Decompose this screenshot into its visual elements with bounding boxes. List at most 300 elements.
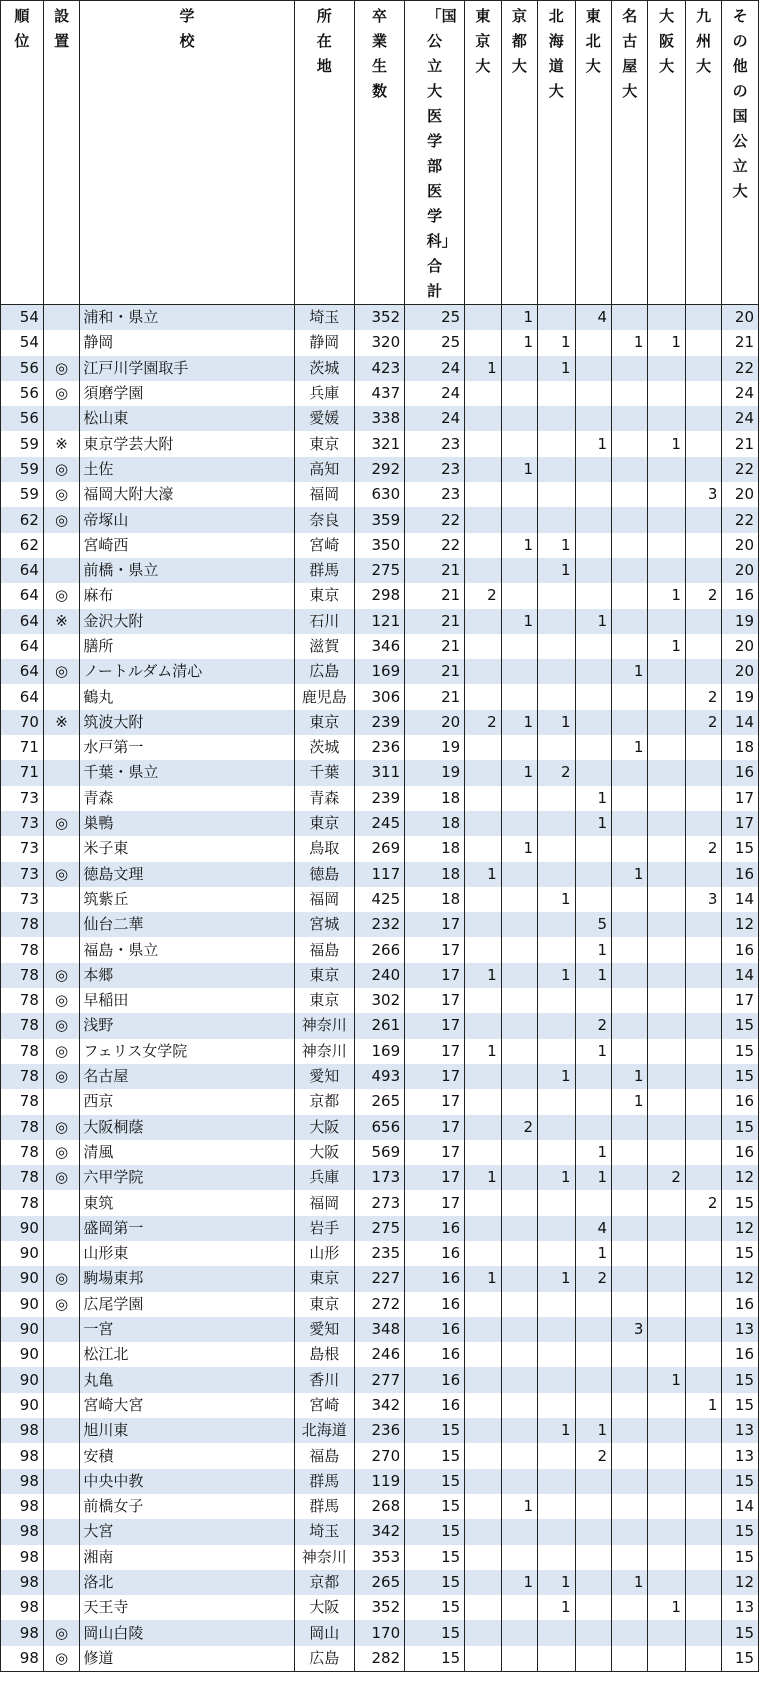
- cell-hokkaido: [538, 457, 576, 482]
- cell-graduates: 346: [354, 634, 404, 659]
- cell-type: ◎: [43, 1165, 79, 1190]
- cell-tohoku: 1: [575, 1039, 611, 1064]
- cell-type: [43, 912, 79, 937]
- cell-tohoku: [575, 482, 611, 507]
- cell-hokkaido: [538, 659, 576, 684]
- header-type-label: 設置: [54, 7, 70, 50]
- cell-nagoya: 1: [612, 1089, 648, 1114]
- cell-tokyo: [465, 457, 501, 482]
- table-row: [1, 1013, 759, 1038]
- cell-tohoku: [575, 684, 611, 709]
- cell-location: 鳥取: [294, 836, 354, 861]
- table-row: [1, 684, 759, 709]
- cell-tokyo: 1: [465, 963, 501, 988]
- cell-rank: 78: [1, 937, 44, 962]
- cell-tokyo: 1: [465, 862, 501, 887]
- cell-tokyo: [465, 634, 501, 659]
- cell-location: 岡山: [294, 1620, 354, 1645]
- cell-kyushu: [685, 937, 721, 962]
- cell-tokyo: [465, 482, 501, 507]
- cell-medical-total: 16: [405, 1342, 465, 1367]
- cell-rank: 98: [1, 1620, 44, 1645]
- header-tohoku-label: 東北大: [585, 7, 601, 75]
- cell-location: 群馬: [294, 558, 354, 583]
- cell-tohoku: [575, 659, 611, 684]
- cell-kyushu: [685, 1317, 721, 1342]
- cell-location: 千葉: [294, 760, 354, 785]
- table-row: [1, 760, 759, 785]
- cell-osaka: [648, 1545, 686, 1570]
- cell-graduates: 239: [354, 710, 404, 735]
- cell-rank: 64: [1, 609, 44, 634]
- cell-tokyo: [465, 760, 501, 785]
- cell-hokkaido: [538, 583, 576, 608]
- table-row: [1, 710, 759, 735]
- cell-nagoya: [612, 1342, 648, 1367]
- cell-osaka: [648, 1039, 686, 1064]
- cell-nagoya: [612, 1115, 648, 1140]
- cell-nagoya: [612, 811, 648, 836]
- cell-osaka: [648, 1266, 686, 1291]
- cell-osaka: [648, 1292, 686, 1317]
- cell-school: 前橋女子: [80, 1494, 294, 1519]
- cell-location: 大阪: [294, 1115, 354, 1140]
- cell-rank: 78: [1, 1115, 44, 1140]
- cell-medical-total: 17: [405, 988, 465, 1013]
- cell-nagoya: [612, 1469, 648, 1494]
- cell-type: ◎: [43, 1292, 79, 1317]
- cell-other: 19: [722, 684, 759, 709]
- cell-rank: 73: [1, 811, 44, 836]
- cell-medical-total: 21: [405, 558, 465, 583]
- cell-medical-total: 17: [405, 937, 465, 962]
- cell-medical-total: 15: [405, 1519, 465, 1544]
- cell-type: [43, 887, 79, 912]
- cell-tokyo: [465, 988, 501, 1013]
- cell-tokyo: [465, 1317, 501, 1342]
- cell-hokkaido: [538, 634, 576, 659]
- cell-location: 東京: [294, 988, 354, 1013]
- table-row: [1, 1342, 759, 1367]
- header-nagoya-label: 名古屋大: [622, 7, 638, 100]
- cell-other: 14: [722, 887, 759, 912]
- cell-graduates: 170: [354, 1620, 404, 1645]
- cell-osaka: 2: [648, 1165, 686, 1190]
- cell-other: 13: [722, 1595, 759, 1620]
- cell-graduates: 275: [354, 558, 404, 583]
- cell-hokkaido: 1: [538, 330, 576, 355]
- cell-medical-total: 23: [405, 482, 465, 507]
- cell-type: ◎: [43, 862, 79, 887]
- cell-medical-total: 18: [405, 811, 465, 836]
- cell-tokyo: [465, 1089, 501, 1114]
- cell-osaka: [648, 710, 686, 735]
- cell-medical-total: 15: [405, 1595, 465, 1620]
- cell-medical-total: 15: [405, 1494, 465, 1519]
- cell-kyushu: [685, 1292, 721, 1317]
- cell-location: 福岡: [294, 887, 354, 912]
- cell-other: 13: [722, 1317, 759, 1342]
- cell-hokkaido: [538, 482, 576, 507]
- cell-other: 20: [722, 634, 759, 659]
- header-other-label: その他の国公立大: [732, 7, 748, 200]
- cell-type: ◎: [43, 659, 79, 684]
- table-row: [1, 583, 759, 608]
- cell-school: 土佐: [80, 457, 294, 482]
- cell-graduates: 236: [354, 1418, 404, 1443]
- cell-location: 青森: [294, 786, 354, 811]
- cell-type: [43, 1519, 79, 1544]
- cell-type: [43, 1190, 79, 1215]
- cell-school: 金沢大附: [80, 609, 294, 634]
- cell-kyoto: [501, 811, 537, 836]
- cell-graduates: 352: [354, 1595, 404, 1620]
- cell-type: [43, 406, 79, 431]
- cell-rank: 59: [1, 482, 44, 507]
- cell-kyoto: [501, 1595, 537, 1620]
- cell-school: 早稲田: [80, 988, 294, 1013]
- cell-kyushu: [685, 659, 721, 684]
- cell-hokkaido: [538, 684, 576, 709]
- cell-tohoku: 1: [575, 1418, 611, 1443]
- cell-location: 福島: [294, 1443, 354, 1468]
- table-row: [1, 1620, 759, 1645]
- cell-tohoku: [575, 457, 611, 482]
- cell-osaka: [648, 887, 686, 912]
- cell-other: 16: [722, 862, 759, 887]
- cell-school: 盛岡第一: [80, 1216, 294, 1241]
- cell-other: 22: [722, 356, 759, 381]
- table-row: [1, 533, 759, 558]
- cell-tohoku: [575, 356, 611, 381]
- cell-tohoku: 1: [575, 811, 611, 836]
- cell-location: 茨城: [294, 735, 354, 760]
- cell-type: [43, 786, 79, 811]
- cell-tokyo: [465, 912, 501, 937]
- cell-location: 広島: [294, 659, 354, 684]
- cell-osaka: [648, 735, 686, 760]
- cell-medical-total: 25: [405, 330, 465, 355]
- cell-type: ※: [43, 431, 79, 456]
- cell-rank: 64: [1, 558, 44, 583]
- cell-school: 帝塚山: [80, 507, 294, 532]
- cell-graduates: 173: [354, 1165, 404, 1190]
- cell-graduates: 292: [354, 457, 404, 482]
- cell-graduates: 352: [354, 305, 404, 331]
- cell-medical-total: 22: [405, 533, 465, 558]
- cell-nagoya: [612, 1039, 648, 1064]
- cell-type: [43, 937, 79, 962]
- cell-other: 17: [722, 786, 759, 811]
- cell-medical-total: 15: [405, 1620, 465, 1645]
- cell-kyoto: 1: [501, 533, 537, 558]
- cell-nagoya: [612, 710, 648, 735]
- cell-school: 丸亀: [80, 1367, 294, 1392]
- cell-rank: 73: [1, 887, 44, 912]
- cell-other: 12: [722, 1570, 759, 1595]
- cell-other: 18: [722, 735, 759, 760]
- cell-tokyo: [465, 659, 501, 684]
- cell-kyushu: [685, 1519, 721, 1544]
- cell-graduates: 282: [354, 1646, 404, 1672]
- cell-kyoto: 1: [501, 760, 537, 785]
- cell-tohoku: 2: [575, 1443, 611, 1468]
- cell-graduates: 320: [354, 330, 404, 355]
- cell-rank: 98: [1, 1595, 44, 1620]
- cell-location: 東京: [294, 431, 354, 456]
- cell-kyushu: [685, 1089, 721, 1114]
- cell-kyoto: [501, 1013, 537, 1038]
- cell-kyushu: 2: [685, 710, 721, 735]
- cell-type: [43, 1570, 79, 1595]
- cell-school: 水戸第一: [80, 735, 294, 760]
- cell-osaka: [648, 1469, 686, 1494]
- cell-hokkaido: 1: [538, 1266, 576, 1291]
- cell-hokkaido: [538, 1620, 576, 1645]
- cell-other: 15: [722, 1064, 759, 1089]
- cell-kyushu: [685, 1494, 721, 1519]
- cell-hokkaido: [538, 1013, 576, 1038]
- table-row: [1, 1190, 759, 1215]
- cell-tokyo: [465, 1190, 501, 1215]
- cell-rank: 78: [1, 963, 44, 988]
- cell-nagoya: [612, 963, 648, 988]
- cell-osaka: [648, 305, 686, 331]
- cell-hokkaido: [538, 1089, 576, 1114]
- cell-graduates: 275: [354, 1216, 404, 1241]
- cell-tohoku: [575, 1545, 611, 1570]
- cell-tohoku: 1: [575, 431, 611, 456]
- cell-rank: 98: [1, 1469, 44, 1494]
- cell-nagoya: 1: [612, 862, 648, 887]
- cell-school: 筑紫丘: [80, 887, 294, 912]
- cell-kyoto: [501, 1646, 537, 1672]
- cell-graduates: 342: [354, 1393, 404, 1418]
- cell-tohoku: [575, 760, 611, 785]
- cell-graduates: 425: [354, 887, 404, 912]
- table-row: [1, 659, 759, 684]
- cell-kyoto: [501, 1266, 537, 1291]
- cell-school: 大宮: [80, 1519, 294, 1544]
- cell-rank: 98: [1, 1519, 44, 1544]
- cell-type: [43, 836, 79, 861]
- cell-osaka: [648, 1089, 686, 1114]
- cell-school: 江戸川学園取手: [80, 356, 294, 381]
- cell-location: 愛媛: [294, 406, 354, 431]
- cell-rank: 71: [1, 735, 44, 760]
- cell-kyushu: [685, 1165, 721, 1190]
- cell-other: 19: [722, 609, 759, 634]
- cell-rank: 70: [1, 710, 44, 735]
- cell-osaka: [648, 482, 686, 507]
- cell-kyushu: [685, 963, 721, 988]
- cell-other: 13: [722, 1443, 759, 1468]
- cell-osaka: [648, 1013, 686, 1038]
- cell-tohoku: [575, 330, 611, 355]
- cell-type: [43, 1216, 79, 1241]
- cell-kyushu: [685, 1469, 721, 1494]
- cell-kyoto: [501, 1039, 537, 1064]
- cell-tohoku: 1: [575, 937, 611, 962]
- header-medical-total: [405, 1, 465, 305]
- table-row: [1, 1089, 759, 1114]
- cell-medical-total: 24: [405, 381, 465, 406]
- cell-school: 徳島文理: [80, 862, 294, 887]
- cell-school: 山形東: [80, 1241, 294, 1266]
- cell-location: 神奈川: [294, 1039, 354, 1064]
- cell-tohoku: 1: [575, 786, 611, 811]
- cell-kyoto: [501, 1317, 537, 1342]
- cell-nagoya: [612, 988, 648, 1013]
- cell-graduates: 273: [354, 1190, 404, 1215]
- cell-location: 群馬: [294, 1469, 354, 1494]
- cell-tohoku: [575, 1519, 611, 1544]
- cell-school: 静岡: [80, 330, 294, 355]
- cell-graduates: 338: [354, 406, 404, 431]
- cell-tokyo: [465, 937, 501, 962]
- cell-school: 六甲学院: [80, 1165, 294, 1190]
- cell-tohoku: [575, 1494, 611, 1519]
- cell-location: 東京: [294, 963, 354, 988]
- cell-type: [43, 1469, 79, 1494]
- cell-type: ◎: [43, 507, 79, 532]
- cell-medical-total: 22: [405, 507, 465, 532]
- cell-kyushu: [685, 305, 721, 331]
- cell-location: 京都: [294, 1570, 354, 1595]
- cell-tohoku: 1: [575, 1241, 611, 1266]
- cell-location: 宮城: [294, 912, 354, 937]
- cell-rank: 78: [1, 1140, 44, 1165]
- cell-tohoku: [575, 1620, 611, 1645]
- cell-type: ◎: [43, 381, 79, 406]
- cell-osaka: [648, 1317, 686, 1342]
- cell-graduates: 423: [354, 356, 404, 381]
- cell-hokkaido: [538, 305, 576, 331]
- cell-kyoto: [501, 1418, 537, 1443]
- cell-kyushu: [685, 431, 721, 456]
- cell-tokyo: [465, 507, 501, 532]
- cell-rank: 78: [1, 1013, 44, 1038]
- cell-other: 22: [722, 457, 759, 482]
- cell-nagoya: 1: [612, 659, 648, 684]
- cell-kyushu: [685, 1418, 721, 1443]
- table-row: [1, 634, 759, 659]
- cell-tokyo: [465, 533, 501, 558]
- cell-nagoya: [612, 1418, 648, 1443]
- cell-type: ◎: [43, 963, 79, 988]
- cell-other: 20: [722, 482, 759, 507]
- cell-nagoya: [612, 1216, 648, 1241]
- cell-type: [43, 1393, 79, 1418]
- cell-osaka: 1: [648, 1367, 686, 1392]
- cell-nagoya: [612, 482, 648, 507]
- cell-osaka: [648, 609, 686, 634]
- cell-graduates: 656: [354, 1115, 404, 1140]
- cell-tohoku: [575, 710, 611, 735]
- cell-osaka: [648, 786, 686, 811]
- cell-type: [43, 1418, 79, 1443]
- cell-kyoto: [501, 1140, 537, 1165]
- cell-tokyo: [465, 1620, 501, 1645]
- table-row: [1, 1241, 759, 1266]
- cell-hokkaido: 1: [538, 533, 576, 558]
- cell-type: ◎: [43, 482, 79, 507]
- cell-rank: 90: [1, 1393, 44, 1418]
- cell-hokkaido: [538, 1241, 576, 1266]
- cell-kyushu: [685, 1115, 721, 1140]
- cell-medical-total: 17: [405, 1039, 465, 1064]
- cell-tokyo: [465, 609, 501, 634]
- cell-osaka: [648, 558, 686, 583]
- cell-location: 岩手: [294, 1216, 354, 1241]
- cell-graduates: 348: [354, 1317, 404, 1342]
- cell-osaka: [648, 659, 686, 684]
- cell-rank: 98: [1, 1418, 44, 1443]
- cell-location: 東京: [294, 1292, 354, 1317]
- cell-tohoku: [575, 836, 611, 861]
- cell-osaka: [648, 1620, 686, 1645]
- cell-kyushu: [685, 609, 721, 634]
- cell-nagoya: [612, 381, 648, 406]
- cell-graduates: 246: [354, 1342, 404, 1367]
- cell-osaka: 1: [648, 1595, 686, 1620]
- cell-school: 清風: [80, 1140, 294, 1165]
- cell-other: 21: [722, 431, 759, 456]
- cell-type: ※: [43, 609, 79, 634]
- cell-kyushu: [685, 1013, 721, 1038]
- cell-type: [43, 1494, 79, 1519]
- cell-graduates: 227: [354, 1266, 404, 1291]
- cell-tohoku: [575, 1064, 611, 1089]
- cell-tohoku: [575, 634, 611, 659]
- cell-tokyo: [465, 1393, 501, 1418]
- cell-type: [43, 760, 79, 785]
- cell-school: 麻布: [80, 583, 294, 608]
- cell-osaka: [648, 836, 686, 861]
- cell-hokkaido: [538, 1039, 576, 1064]
- cell-tokyo: [465, 381, 501, 406]
- cell-kyoto: [501, 482, 537, 507]
- cell-rank: 78: [1, 1190, 44, 1215]
- cell-kyushu: [685, 811, 721, 836]
- cell-school: 天王寺: [80, 1595, 294, 1620]
- cell-medical-total: 19: [405, 760, 465, 785]
- cell-school: ノートルダム清心: [80, 659, 294, 684]
- cell-rank: 56: [1, 406, 44, 431]
- cell-osaka: [648, 1418, 686, 1443]
- cell-location: 愛知: [294, 1317, 354, 1342]
- cell-tokyo: [465, 1367, 501, 1392]
- cell-location: 神奈川: [294, 1013, 354, 1038]
- cell-kyushu: [685, 760, 721, 785]
- header-kyushu: [685, 1, 721, 305]
- cell-school: 湘南: [80, 1545, 294, 1570]
- cell-school: 東筑: [80, 1190, 294, 1215]
- cell-kyushu: 2: [685, 1190, 721, 1215]
- cell-kyoto: 2: [501, 1115, 537, 1140]
- cell-medical-total: 17: [405, 912, 465, 937]
- cell-kyoto: [501, 1620, 537, 1645]
- cell-rank: 98: [1, 1494, 44, 1519]
- cell-graduates: 169: [354, 659, 404, 684]
- cell-kyoto: [501, 1367, 537, 1392]
- cell-hokkaido: [538, 1317, 576, 1342]
- cell-graduates: 169: [354, 1039, 404, 1064]
- cell-medical-total: 16: [405, 1317, 465, 1342]
- cell-tohoku: [575, 1393, 611, 1418]
- table-row: [1, 1039, 759, 1064]
- table-row: [1, 786, 759, 811]
